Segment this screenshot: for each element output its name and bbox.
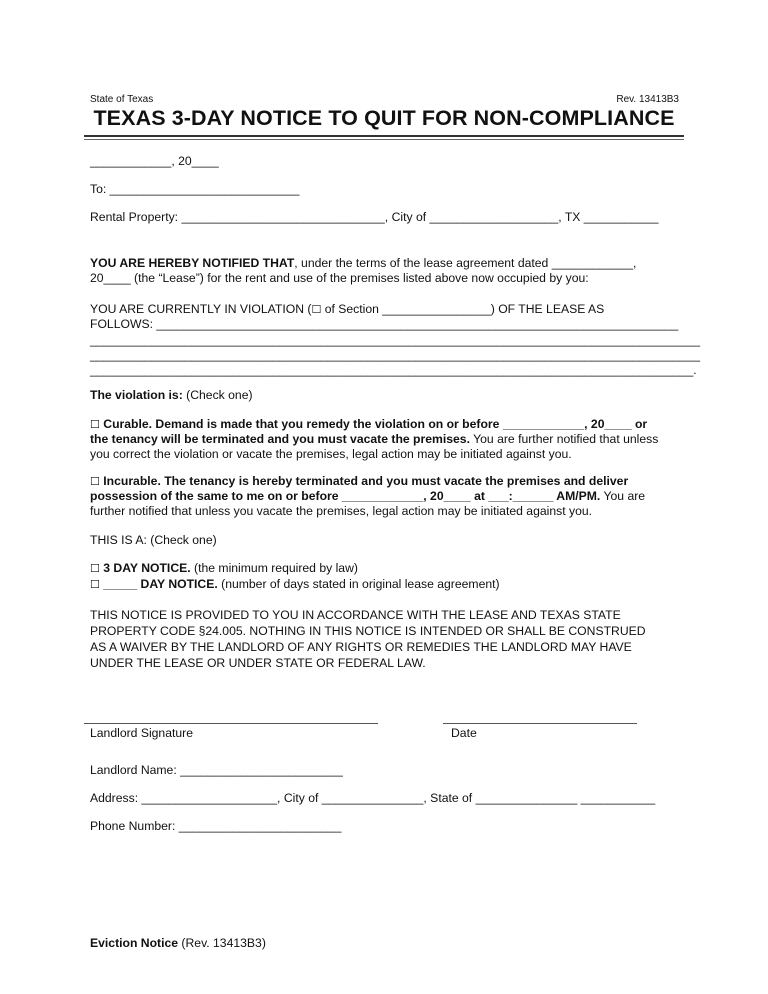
title-rule-thin — [84, 139, 684, 140]
curable-checkbox[interactable]: ☐ — [90, 418, 100, 431]
legal-line-4: UNDER THE LEASE OR UNDER STATE OR FEDERAL LAW. — [90, 656, 426, 670]
landlord-phone-field[interactable]: Phone Number: ________________________ — [90, 819, 342, 833]
section-field[interactable]: of Section ________________) OF THE LEASE AS — [321, 302, 605, 316]
notice-option-custom-day: ☐ _____ DAY NOTICE. (number of days stated in original lease agreement) — [90, 577, 500, 591]
rental-property-field[interactable]: Rental Property: ______________________________, City of ___________________, TX ___________ — [90, 210, 659, 224]
incurable-line-1: ☐ Incurable. The tenancy is hereby terminated and you must vacate the premises and deliver — [90, 474, 629, 488]
date-label: Date — [451, 726, 477, 740]
violation-line-4[interactable]: __________________________________________________________________________________________ — [90, 348, 701, 362]
incurable-line-2: possession of the same to me on or before ____________, 20____ at ___:______ AM/PM. You are — [90, 489, 646, 503]
signature-label: Landlord Signature — [90, 726, 193, 740]
notice-type-heading: THIS IS A: (Check one) — [90, 533, 217, 547]
document-title: TEXAS 3-DAY NOTICE TO QUIT FOR NON-COMPLIANCE — [93, 106, 675, 130]
notice-option-3-day: ☐ 3 DAY NOTICE. (the minimum required by law) — [90, 561, 358, 575]
legal-line-1: THIS NOTICE IS PROVIDED TO YOU IN ACCORDANCE WITH THE LEASE AND TEXAS STATE — [90, 608, 621, 622]
violation-line-5[interactable]: _________________________________________________________________________________________. — [90, 363, 697, 377]
revision-label: Rev. 13413B3 — [616, 94, 679, 105]
legal-line-2: PROPERTY CODE §24.005. NOTHING IN THIS NOTICE IS INTENDED OR SHALL BE CONSTRUED — [90, 624, 646, 638]
title-rule-thick — [84, 135, 684, 137]
landlord-address-field[interactable]: Address: ____________________, City of _______________, State of _______________ ___________ — [90, 791, 656, 805]
to-field[interactable]: To: ____________________________ — [90, 182, 300, 196]
violation-type-heading: The violation is: (Check one) — [90, 388, 253, 402]
legal-line-3: AS A WAIVER BY THE LANDLORD OF ANY RIGHTS OR REMEDIES THE LANDLORD MAY HAVE — [90, 640, 632, 654]
incurable-line-3: further notified that unless you vacate the premises, legal action may be initiated against you. — [90, 504, 593, 518]
notice-bold-lead: YOU ARE HEREBY NOTIFIED THAT — [90, 256, 295, 270]
notice-line-1 — [90, 256, 636, 271]
custom-day-checkbox[interactable]: ☐ — [90, 578, 100, 591]
notice-line-2[interactable]: 20____ (the “Lease”) for the rent and use of the premises listed above now occupied by you: — [90, 271, 589, 285]
section-checkbox[interactable]: ☐ — [311, 303, 322, 316]
curable-line-1: ☐ Curable. Demand is made that you remedy the violation on or before ____________, 20____ or — [90, 417, 648, 431]
date-signature-line[interactable] — [443, 723, 637, 724]
state-label: State of Texas — [90, 94, 154, 105]
signature-line[interactable] — [84, 723, 378, 724]
three-day-checkbox[interactable]: ☐ — [90, 562, 100, 575]
curable-line-2: the tenancy will be terminated and you must vacate the premises. You are further notified that unless — [90, 432, 659, 446]
landlord-name-field[interactable]: Landlord Name: ________________________ — [90, 763, 343, 777]
curable-line-3: you correct the violation or vacate the premises, legal action may be initiated against you. — [90, 447, 572, 461]
footer: Eviction Notice (Rev. 13413B3) — [90, 936, 266, 950]
violation-line-3[interactable]: __________________________________________________________________________________________ — [90, 333, 701, 347]
custom-days-field[interactable]: _____ DAY NOTICE. — [99, 577, 218, 591]
notice-line-1-rest[interactable]: , under the terms of the lease agreement dated ____________, — [294, 256, 637, 270]
incurable-checkbox[interactable]: ☐ — [90, 475, 100, 488]
date-field[interactable]: ____________, 20____ — [90, 154, 219, 168]
violation-statement-line-1: YOU ARE CURRENTLY IN VIOLATION (☐ of Section ________________) OF THE LEASE AS — [90, 302, 605, 316]
violation-follows-field[interactable]: FOLLOWS: _____________________________________________________________________________ — [90, 317, 679, 331]
